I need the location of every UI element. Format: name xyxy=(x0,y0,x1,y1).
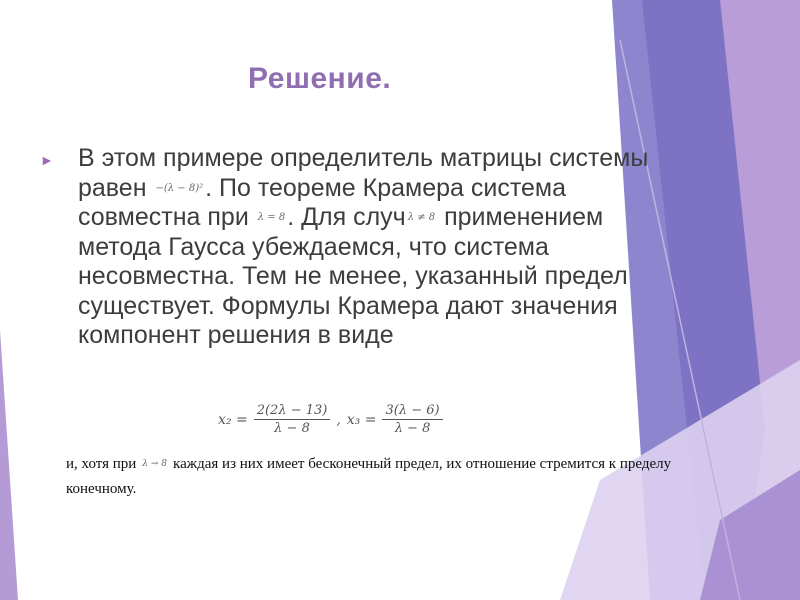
formula-separator: , xyxy=(336,411,341,428)
determinant-expression: −(λ − 8)² xyxy=(155,182,204,194)
limit-expression: λ → 8 xyxy=(142,459,168,470)
paragraph-text-2: . По теореме Крамера система совместна при xyxy=(78,173,567,231)
x2-numerator: 2(2λ − 13) xyxy=(254,402,331,420)
slide-title: Решение. xyxy=(248,62,392,95)
triangle-bullet-icon: ► xyxy=(40,152,54,168)
conclusion-text-1: и, хотя при xyxy=(66,456,137,472)
condition-expression-1: λ = 8 xyxy=(257,212,286,224)
condition-expression-2: λ ≠ 8 xyxy=(407,212,436,224)
x2-denominator: λ − 8 xyxy=(274,421,310,436)
x2-fraction xyxy=(254,402,331,437)
x3-fraction xyxy=(382,402,442,437)
paragraph-text-1: В этом примере определитель матрицы системы равен xyxy=(78,144,649,202)
paragraph-text-4: применением метода Гаусса убеждаемся, что система несовместна. Тем не менее, указанный предел существует. Формулы Крамера дают значения компонент решения в виде xyxy=(78,203,628,349)
conclusion-text-2: каждая из них имеет бесконечный предел, их отношение стремится к пределу конечному. xyxy=(66,456,672,498)
x3-label: x₃ = xyxy=(346,411,377,428)
solution-formula xyxy=(218,402,443,437)
x3-numerator: 3(λ − 6) xyxy=(382,402,442,420)
main-paragraph xyxy=(78,144,688,351)
deco-shape-left-bottom xyxy=(0,330,18,600)
paragraph-text-3: . Для случ xyxy=(287,203,406,231)
conclusion-text xyxy=(66,452,706,502)
x3-denominator: λ − 8 xyxy=(394,421,431,436)
x2-label: x₂ = xyxy=(218,411,248,428)
